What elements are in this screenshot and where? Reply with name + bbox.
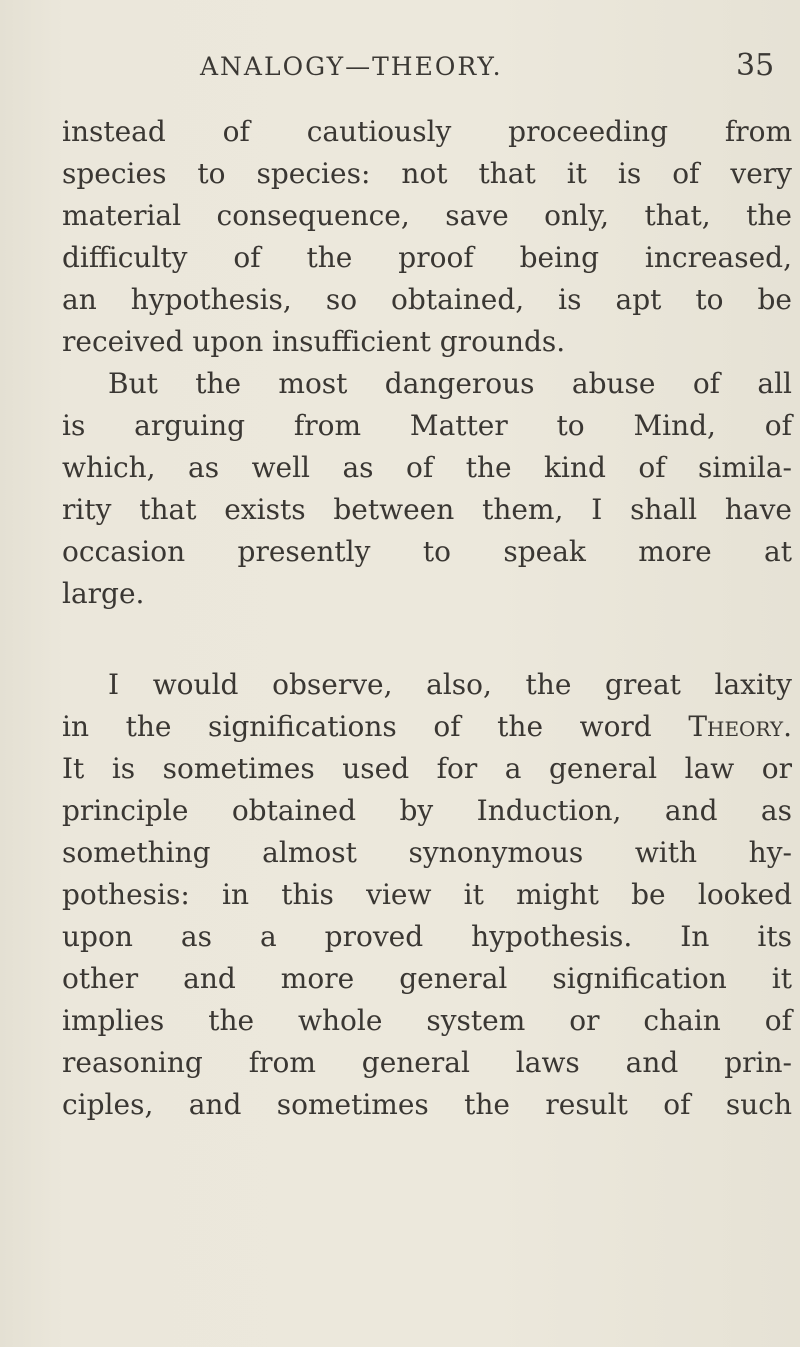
text-line: other and more general signification it — [62, 962, 792, 995]
text-line: which, as well as of the kind of simila- — [62, 451, 792, 484]
text-line: pothesis: in this view it might be looked — [62, 878, 792, 911]
text-line: It is sometimes used for a general law or — [62, 752, 792, 785]
text-line: ciples, and sometimes the result of such — [62, 1088, 792, 1121]
text-line: occasion presently to speak more at — [62, 535, 792, 568]
text-line: material consequence, save only, that, the — [62, 199, 792, 232]
running-head — [0, 48, 800, 88]
text-line: in the significations of the word Theory. — [62, 710, 792, 743]
text-line: upon as a proved hypothesis. In its — [62, 920, 792, 953]
text-line: I would observe, also, the great laxity — [108, 668, 792, 701]
page-number: 35 — [736, 48, 775, 83]
text-line: large. — [62, 577, 145, 610]
text-line: is arguing from Matter to Mind, of — [62, 409, 792, 442]
text-line: implies the whole system or chain of — [62, 1004, 792, 1037]
small-caps-word: Theory — [688, 710, 784, 743]
text-line: reasoning from general laws and prin- — [62, 1046, 792, 1079]
text-line: something almost synonymous with hy- — [62, 836, 792, 869]
text-line: rity that exists between them, I shall have — [62, 493, 792, 526]
running-title: ANALOGY—THEORY. — [200, 52, 503, 81]
text-line: principle obtained by Induction, and as — [62, 794, 792, 827]
text-line: an hypothesis, so obtained, is apt to be — [62, 283, 792, 316]
text-line: species to species: not that it is of very — [62, 157, 792, 190]
text-line: But the most dangerous abuse of all — [108, 367, 792, 400]
text-line: difficulty of the proof being increased, — [62, 241, 792, 274]
text-line: received upon insufficient grounds. — [62, 325, 566, 358]
text-line: instead of cautiously proceeding from — [62, 115, 792, 148]
